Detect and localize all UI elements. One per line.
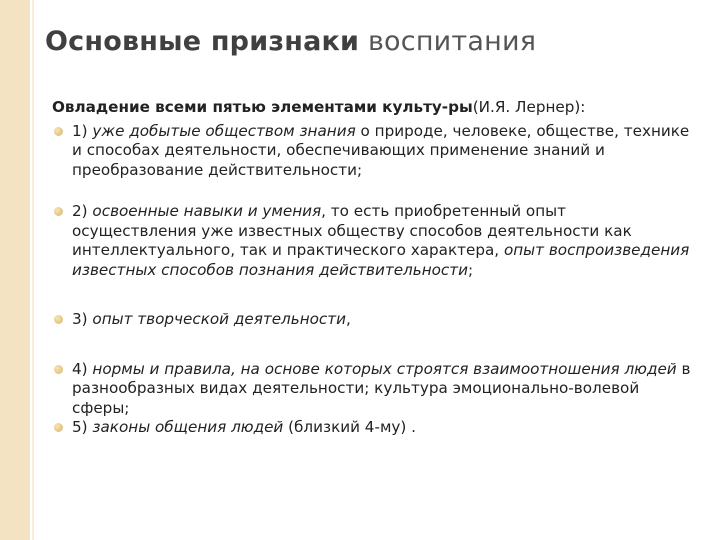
intro-author: (И.Я. Лернер): [472, 98, 586, 116]
list-item [52, 418, 692, 438]
item-italic: нормы и правила, на основе которых строятся взаимоотношения людей [87, 359, 677, 378]
item-italic: опыт творческой деятельности [87, 310, 346, 328]
item-italic: уже добытые обществом знания [87, 121, 356, 140]
item-text: , то есть приобретенный опыт осуществления уже известных обществу способов деятельности как интеллектуального, так и практического характера, [72, 202, 632, 259]
bullet-icon [54, 423, 63, 432]
list-item [52, 360, 692, 419]
title-bold: Основные признаки [45, 26, 360, 57]
item-number: 3) [72, 310, 88, 328]
item-italic: законы общения людей [87, 418, 284, 436]
item-number: 5) [72, 418, 88, 436]
title-light: воспитания [367, 26, 537, 57]
bullet-icon [54, 127, 63, 136]
item-text: о природе, человеке, обществе, технике и способах деятельности, обеспечивающих применение знаний и преобразование действительности; [72, 121, 690, 179]
left-accent-line [32, 0, 34, 540]
bullet-icon [54, 315, 63, 324]
list-item [52, 310, 692, 330]
slide-content [52, 98, 692, 438]
list-item [52, 122, 692, 181]
list-item [52, 202, 692, 280]
intro-line [52, 98, 692, 118]
item-number: 1) [72, 121, 88, 140]
item-text: , [346, 310, 351, 328]
intro-bold-text: Овладение всеми пятью элементами культу-ры [52, 98, 473, 116]
page-title [45, 26, 536, 57]
left-decorative-band [0, 0, 30, 540]
item-text: в разнообразных видах деятельности; культура эмоционально-волевой сферы; [72, 359, 691, 417]
item-italic: освоенные навыки и умения [87, 202, 322, 220]
bullet-icon [54, 207, 63, 216]
item-text: (близкий 4-му) . [283, 418, 416, 436]
bullet-icon [54, 365, 63, 374]
item-text-2: ; [468, 260, 474, 279]
item-number: 2) [72, 202, 88, 220]
item-italic-2: опыт воспроизведения известных способов познания действительности [72, 241, 690, 279]
item-number: 4) [72, 359, 88, 378]
